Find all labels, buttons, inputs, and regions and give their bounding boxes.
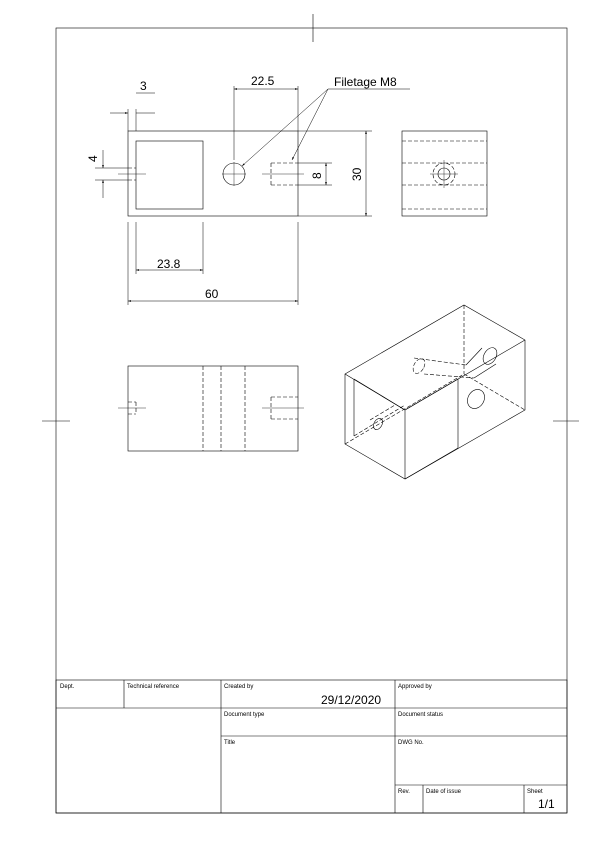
document-status-label: Document status bbox=[398, 712, 444, 718]
approved-by-label: Approved by bbox=[398, 684, 432, 690]
rev-label: Rev. bbox=[398, 789, 410, 795]
sheet-label: Sheet bbox=[527, 789, 543, 795]
title-block bbox=[56, 680, 567, 813]
front-view bbox=[118, 131, 304, 216]
dim-4: 4 bbox=[86, 155, 100, 162]
document-type-label: Document type bbox=[224, 712, 265, 718]
dim-22-5: 22.5 bbox=[251, 74, 275, 88]
dept-label: Dept. bbox=[60, 684, 75, 690]
dim-3: 3 bbox=[140, 79, 147, 93]
isometric-view bbox=[345, 305, 525, 479]
created-date: 29/12/2020 bbox=[321, 693, 382, 707]
dim-23-8: 23.8 bbox=[157, 257, 181, 271]
dwg-no-label: DWG No. bbox=[398, 740, 424, 746]
top-view bbox=[118, 366, 304, 451]
front-dimensions bbox=[95, 86, 410, 305]
date-of-issue-label: Date of issue bbox=[426, 789, 462, 795]
dim-8: 8 bbox=[310, 172, 324, 179]
side-view bbox=[402, 131, 487, 216]
filetage-annotation: Filetage M8 bbox=[334, 75, 397, 89]
title-label: Title bbox=[224, 740, 236, 746]
tech-ref-label: Technical reference bbox=[127, 684, 180, 690]
sheet-value: 1/1 bbox=[538, 797, 555, 811]
created-by-label: Created by bbox=[224, 684, 254, 690]
dim-60: 60 bbox=[205, 287, 219, 301]
sheet-frame bbox=[42, 14, 579, 813]
dim-30: 30 bbox=[350, 167, 364, 181]
